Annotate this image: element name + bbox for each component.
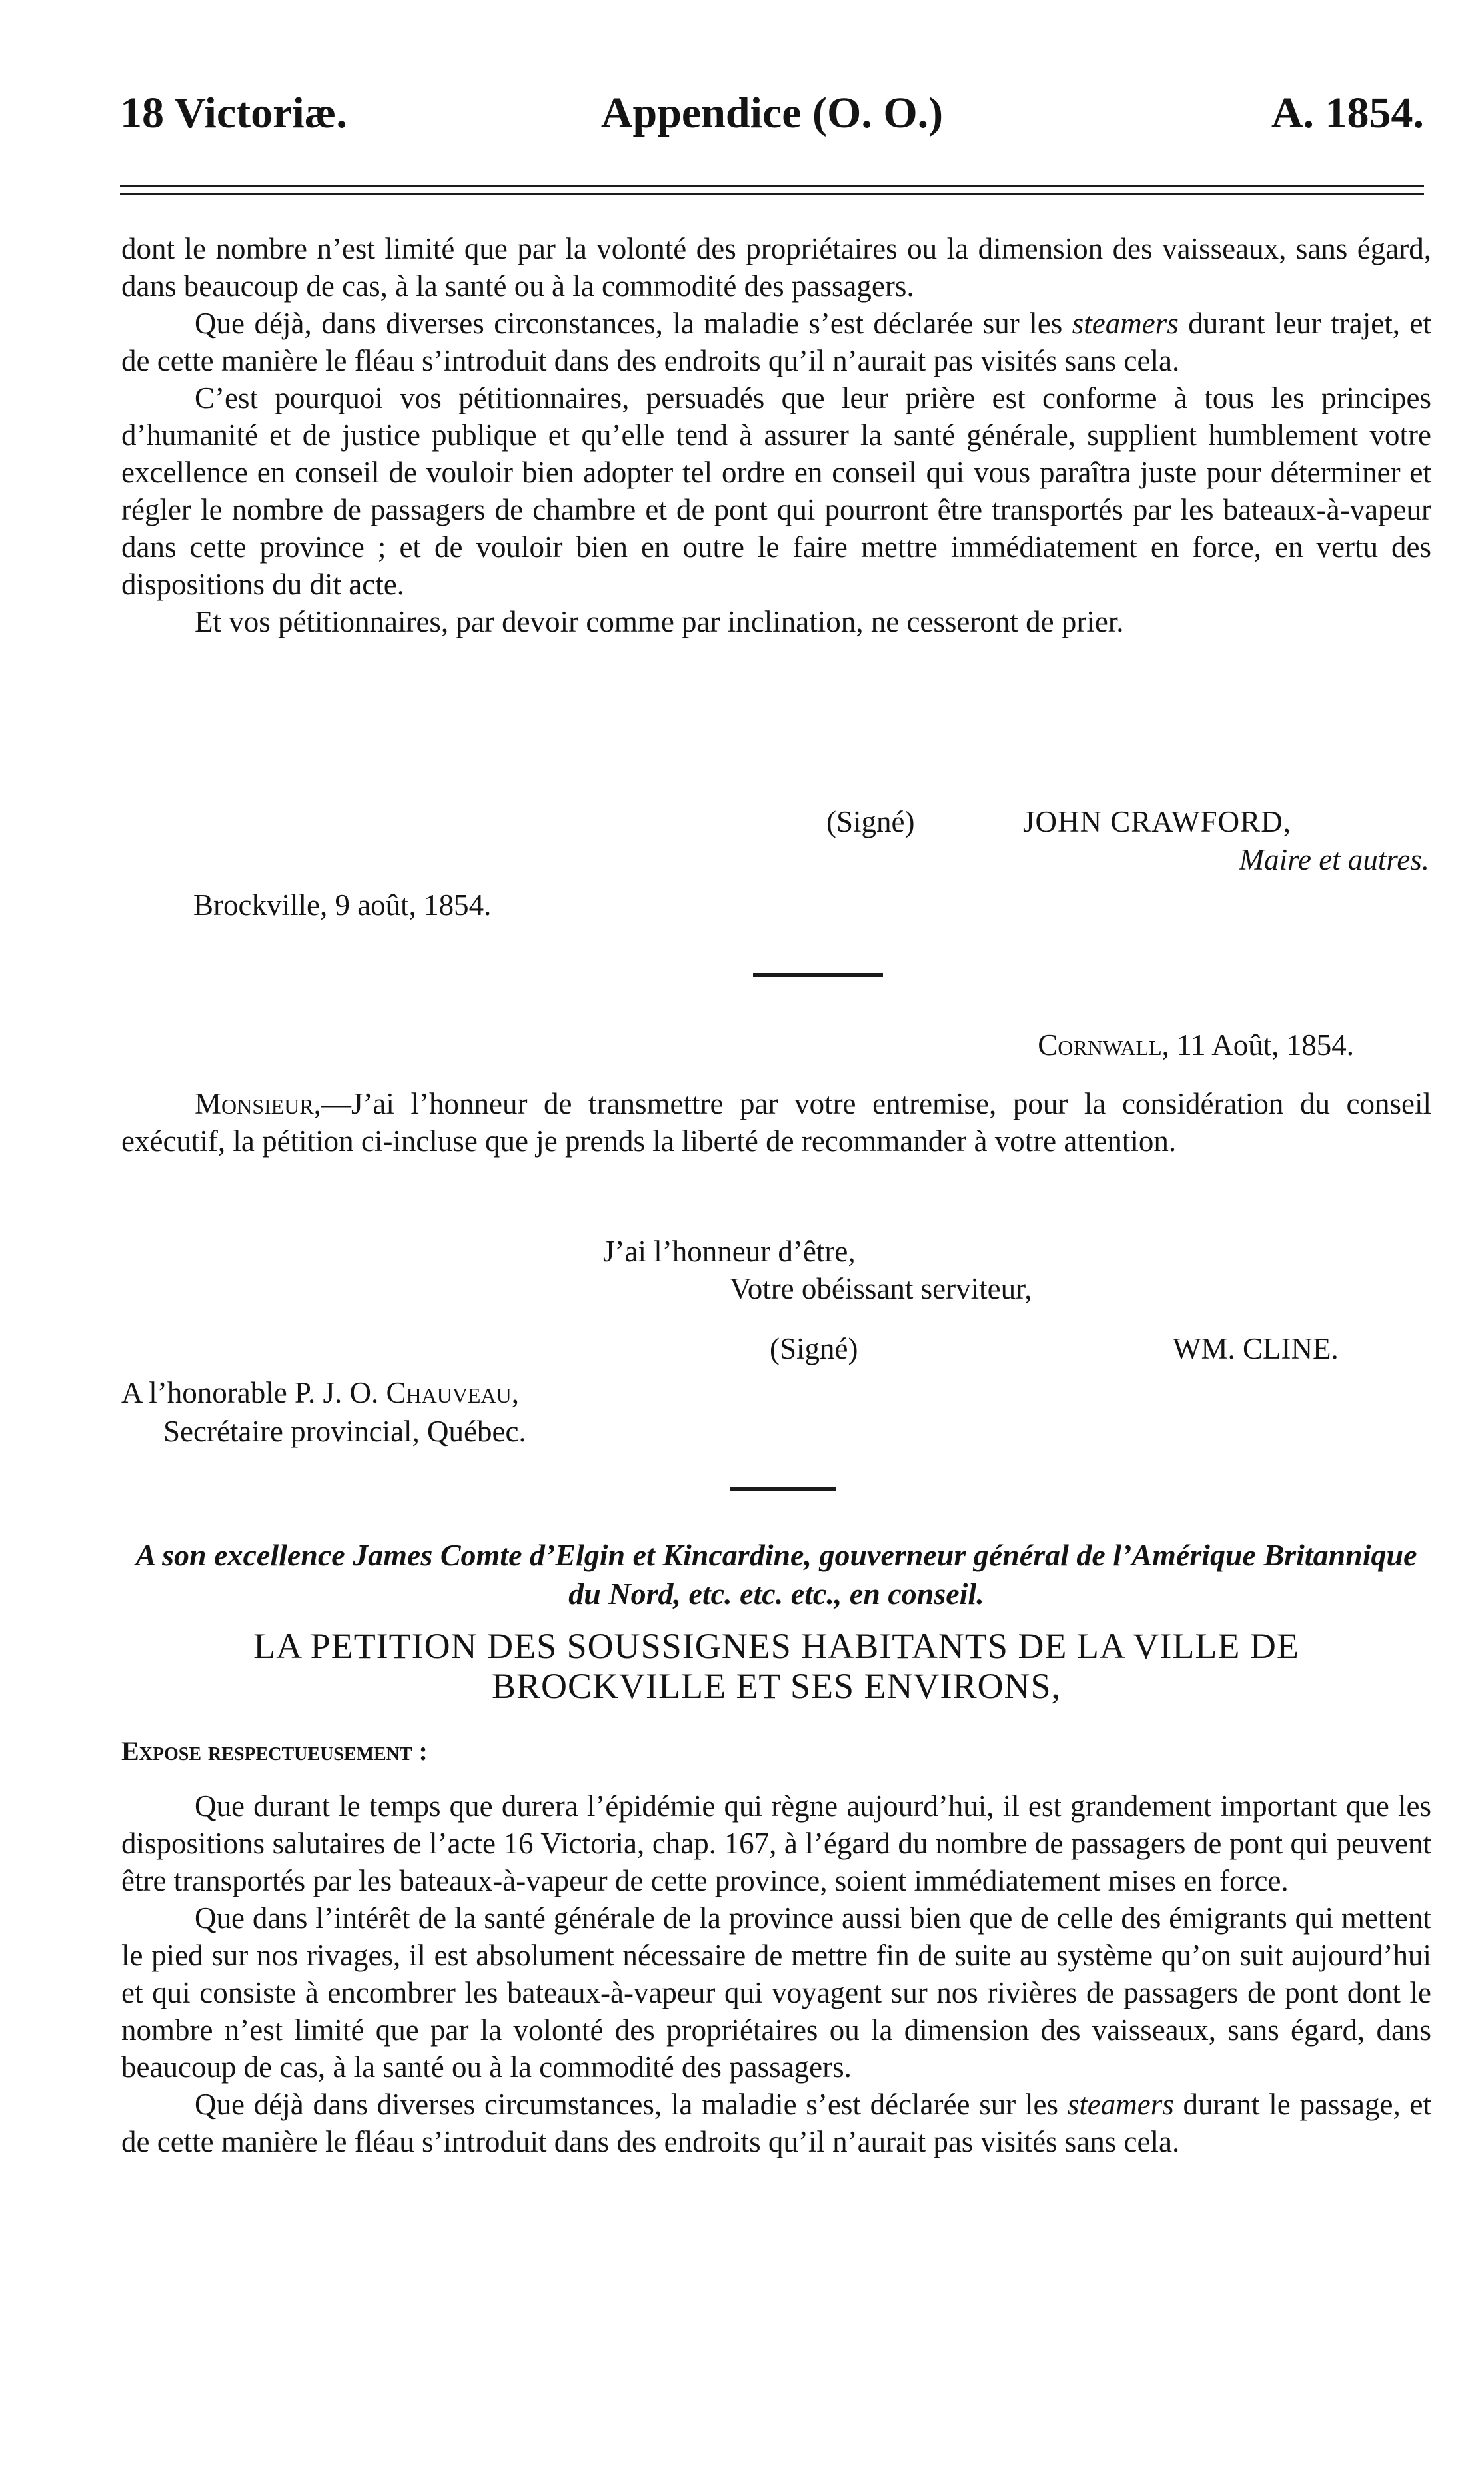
petition-title: [121, 1626, 1431, 1706]
section-divider-1: [753, 973, 883, 977]
recipient-prefix: A l’honorable P. J. O.: [121, 1376, 386, 1409]
header-session: 18 Victoriæ.: [120, 89, 347, 137]
dateline: [1038, 1026, 1354, 1064]
recipient-name: Chauveau,: [386, 1376, 519, 1409]
steamers-word: steamers: [1072, 307, 1179, 340]
paragraph-1: dont le nombre n’est limité que par la volonté des propriétaires ou la dimension des vaisseaux, sans égard, dans beaucoup de cas, à la santé ou à la commodité des passagers.: [121, 232, 1431, 303]
header-appendix: Appendice (O. O.): [600, 89, 944, 137]
signed-label-1: (Signé): [826, 805, 915, 838]
steamers-word-2: steamers: [1067, 2088, 1174, 2121]
letter-paragraph: [121, 1085, 1431, 1160]
petition-title-line-2: BROCKVILLE ET SES ENVIRONS,: [491, 1666, 1062, 1706]
closing-line-2: Votre obéissant serviteur,: [730, 1272, 1032, 1305]
header-double-rule: [120, 185, 1424, 195]
paragraph-4: Et vos pétitionnaires, par devoir comme par inclination, ne cesseront de prier.: [195, 605, 1124, 638]
petition-paragraph-3: [121, 2086, 1431, 2160]
petition-paragraph-2: Que dans l’intérêt de la santé générale de la province aussi bien que de celle des émigrants qui mettent le pied sur nos rivages, il est absolument nécessaire de mettre fin de suite au système qu’on suit aujourd’hui et qui consiste à encombrer les bateaux-à-vapeur qui voyagent sur nos rivières de passagers de pont dont le nombre n’est limité que par la volonté des propriétaires ou la dimension des vaisseaux, sans égard, dans beaucoup de cas, à la santé ou à la commodité des passagers.: [121, 1901, 1431, 2084]
petition-paragraph-1: Que durant le temps que durera l’épidémie qui règne aujourd’hui, il est grandement important que les dispositions salutaires de l’acte 16 Victoria, chap. 167, à l’égard du nombre de passagers de pont qui peuvent être transportés par les bateaux-à-vapeur de cette province, soient immédiatement mises en force.: [121, 1789, 1431, 1897]
recipient-line: [121, 1374, 519, 1411]
running-header: [120, 87, 1424, 140]
place-date-1: Brockville, 9 août, 1854.: [193, 888, 492, 922]
signer-role-1: Maire et autres.: [1239, 843, 1429, 876]
dateline-place: Cornwall,: [1038, 1028, 1169, 1062]
salutation: Monsieur,: [195, 1087, 321, 1120]
recipient-title: Secrétaire provincial, Québec.: [163, 1415, 526, 1448]
petition-body: [121, 1787, 1431, 2160]
paragraph-3: C’est pourquoi vos pétitionnaires, persuadés que leur prière est conforme à tous les principes d’humanité et de justice publique et qu’elle tend à assurer la santé générale, supplient humblement votre excellence en conseil de vouloir bien adopter tel ordre en conseil qui vous paraîtra juste pour déterminer et régler le nombre de passagers de chambre et de pont qui pourront être transportés par les bateaux-à-vapeur dans cette province ; et de vouloir bien en outre le faire mettre immédiatement en force, en vertu des dispositions du dit acte.: [121, 381, 1431, 601]
petition-continuation: [121, 230, 1431, 640]
petition-address: A son excellence James Comte d’Elgin et Kincardine, gouverneur général de l’Amérique Britannique du Nord, etc. etc. etc., en conseil.: [135, 1538, 1417, 1611]
letter-text: —J’ai l’honneur de transmettre par votre entremise, pour la considération du conseil exécutif, la pétition ci-incluse que je prends la liberté de recommander à votre attention.: [121, 1087, 1431, 1158]
paragraph-2-start: Que déjà, dans diverses circonstances, la maladie s’est déclarée sur les: [195, 307, 1072, 340]
section-divider-2: [730, 1487, 836, 1491]
signer-name-2: WM. CLINE.: [1173, 1332, 1339, 1365]
closing-line-1: J’ai l’honneur d’être,: [603, 1235, 856, 1268]
paragraph-2: [121, 305, 1431, 379]
petition-title-line-1: LA PETITION DES SOUSSIGNES HABITANTS DE LA VILLE DE: [253, 1626, 1299, 1666]
paragraph-2-end: durant leur trajet, et de cette manière le fléau s’introduit dans des endroits qu’il n’aurait pas visités sans cela.: [121, 307, 1431, 377]
expose-heading: Expose respectueusement :: [121, 1736, 428, 1766]
signer-name-1: JOHN CRAWFORD,: [1023, 805, 1291, 838]
signed-label-2: (Signé): [770, 1332, 858, 1365]
letter-body: [121, 1085, 1431, 1160]
petition-paragraph-3-start: Que déjà dans diverses circumstances, la maladie s’est déclarée sur les: [195, 2088, 1068, 2121]
petition-paragraph-3-end: durant le passage, et de cette manière le fléau s’introduit dans des endroits qu’il n’aurait pas visités sans cela.: [121, 2088, 1431, 2158]
dateline-date: 11 Août, 1854.: [1169, 1028, 1354, 1062]
header-year: A. 1854.: [1271, 89, 1424, 137]
